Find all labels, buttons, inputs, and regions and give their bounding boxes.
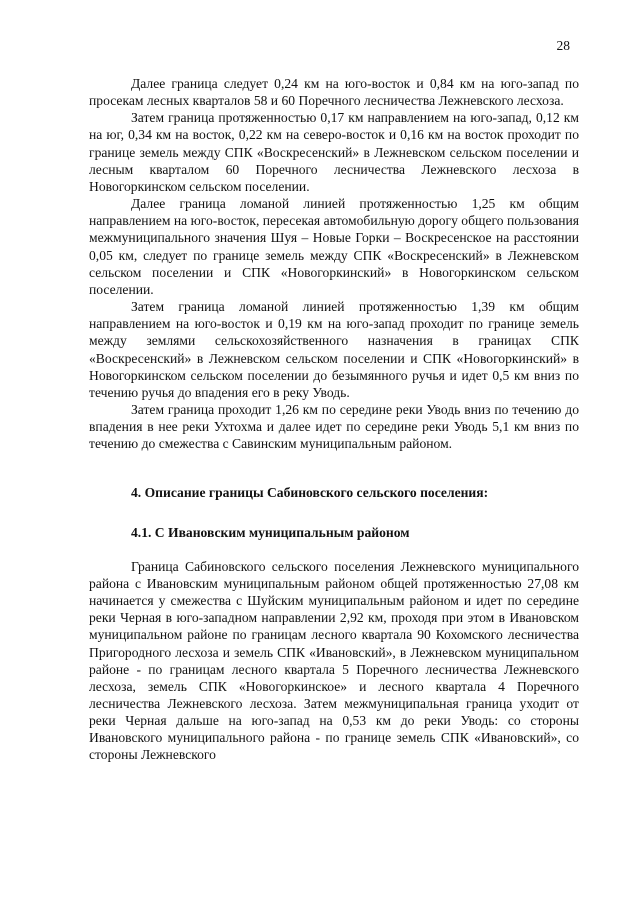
document-body: [89, 75, 579, 764]
page-number: 28: [556, 38, 570, 53]
paragraph-sabinovo-border: Граница Сабиновского сельского поселения Лежневского муниципального района с Ивановским муниципальным районом общей протяженностью 27,08 км начинается у смежества с Шуйским муниципальным районом и идет по середине реки Черная в юго-западном направлении 2,92 км, проходя при этом в Ивановском муниципальном районе по границам лесного квартала 90 Кохомского лесничества Пригородного лесхоза и земель СПК «Ивановский», в Лежневском муниципальном районе - по границам лесного квартала 5 Поречного лесничества Лежневского лесхоза, земель СПК «Новогоркинское» и лесного квартала 4 Поречного лесничества Лежневского лесхоза. Затем межмуниципальная граница уходит от реки Черная дальше на юго-запад на 0,53 км до реки Уводь: со стороны Ивановского муниципального района - по границе земель СПК «Ивановский», со стороны Лежневского: [89, 558, 579, 763]
paragraph-border-southeast-southwest: Далее граница следует 0,24 км на юго-восток и 0,84 км на юго-запад по просекам лесных кварталов 58 и 60 Поречного лесничества Лежневского лесхоза.: [89, 76, 579, 109]
paragraph-border-spk-voskresensky: Затем граница протяженностью 0,17 км направлением на юго-запад, 0,12 км на юг, 0,34 км на восток, 0,22 км на северо-восток и 0,16 км на восток проходит по границе земель между СПК «Воскресенский» в Лежневском сельском поселении и лесным кварталом 60 Поречного лесничества Лежневского лесхоза в Новогоркинском сельском поселении.: [89, 110, 579, 194]
paragraph-border-stream: Затем граница ломаной линией протяженностью 1,39 км общим направлением на юго-восток и 0,19 км на юго-запад проходит по границе земель между землями сельскохозяйственного назначения в границах СПК «Воскресенский» в Лежневском сельском поселении и СПК «Новогоркинский» в Новогоркинском сельском поселении до безымянного ручья и идет 0,5 км вниз по течению ручья до впадения его в реку Уводь.: [89, 299, 579, 400]
paragraph-border-road-crossing: Далее граница ломаной линией протяженностью 1,25 км общим направлением на юго-восток, пересекая автомобильную дорогу общего пользования межмуниципального значения Шуя – Новые Горки – Воскресенское на расстоянии 0,05 км, следует по границе земель между СПК «Воскресенский» в Лежневском сельском поселении и СПК «Новогоркинский» в Новогоркинском сельском поселении.: [89, 196, 579, 297]
section-heading: 4. Описание границы Сабиновского сельского поселения:: [131, 485, 489, 501]
subsection-heading: 4.1. С Ивановским муниципальным районом: [131, 524, 410, 540]
paragraph-border-uvod-river: Затем граница проходит 1,26 км по середине реки Уводь вниз по течению до впадения в нее реки Ухтохма и далее идет по середине реки Уводь 5,1 км вниз по течению до смежества с Савинским муниципальным районом.: [89, 401, 579, 452]
